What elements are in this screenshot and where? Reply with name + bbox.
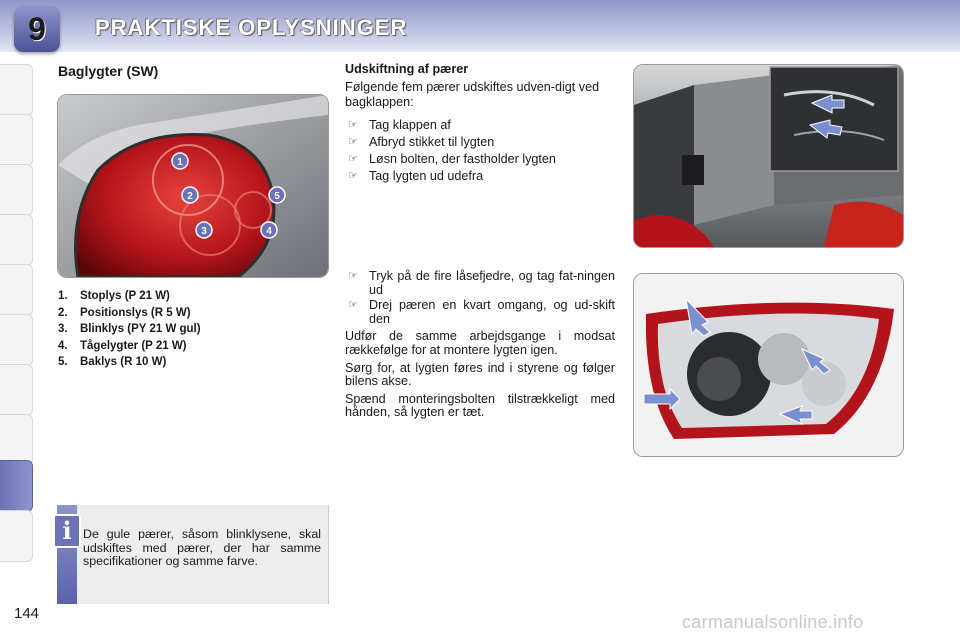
pointing-hand-icon: ☞ (348, 153, 358, 165)
list-item: 3. Blinklys (PY 21 W gul) (58, 323, 201, 336)
chapter-tab-6[interactable] (0, 314, 33, 366)
list-item: 4. Tågelygter (P 21 W) (58, 339, 187, 352)
chapter-tab-7[interactable] (0, 364, 33, 416)
callout-4: 4 (266, 226, 272, 237)
pointing-hand-icon: ☞ (348, 119, 358, 131)
section-title: Baglygter (SW) (58, 63, 159, 79)
step-item: ☞ Tryk på de fire låsefjedre, og tag fat-ningen ud (348, 269, 615, 297)
lamp-list (58, 288, 201, 371)
step-item: ☞ Afbryd stikket til lygten (348, 135, 495, 149)
list-item: 1. Stoplys (P 21 W) (58, 290, 170, 302)
page-number: 144 (14, 605, 40, 622)
replacement-steps (345, 62, 615, 186)
chapter-tab-5[interactable] (0, 264, 33, 316)
callout-3: 3 (201, 226, 207, 237)
paragraph: Spænd monteringsbolten tilstrækkeligt med hånden, så lygten er tæt. (345, 391, 615, 420)
chapter-tab-1[interactable] (0, 64, 33, 116)
pointing-hand-icon: ☞ (348, 136, 358, 148)
lamp-unit-photo (633, 273, 904, 457)
list-item: 2. Positionslys (R 5 W) (58, 306, 191, 319)
paragraph: Udfør de samme arbejdsgange i modsat rækkefølge for at montere lygten igen. (345, 329, 615, 357)
replacement-heading: Udskiftning af pærer (345, 62, 469, 76)
chapter-badge (14, 6, 60, 52)
chapter-tab-4[interactable] (0, 214, 33, 266)
list-item: 5. Baklys (R 10 W) (58, 356, 167, 369)
step-item: ☞ Drej pæren en kvart omgang, og ud-skift den (348, 298, 615, 326)
pointing-hand-icon: ☞ (348, 270, 358, 282)
callout-2: 2 (187, 191, 193, 202)
callout-5: 5 (274, 191, 280, 202)
pointing-hand-icon: ☞ (348, 170, 358, 182)
info-text: De gule pærer, såsom blinklysene, skal udskiftes med pærer, der har samme specifikationer og samme farve. (83, 527, 321, 568)
replacement-steps-continued (345, 270, 615, 424)
chapter-tab-9-active[interactable] (0, 460, 33, 512)
tail-lamp-diagram (57, 94, 329, 278)
chapter-tab-8[interactable] (0, 414, 33, 466)
step-item: ☞ Løsn bolten, der fastholder lygten (348, 152, 556, 166)
chapter-tabs (0, 64, 34, 574)
step-item: ☞ Tag lygten ud udefra (348, 169, 484, 183)
pointing-hand-icon: ☞ (348, 299, 358, 312)
page-title: PRAKTISKE OPLYSNINGER (95, 15, 408, 40)
info-icon: i (53, 514, 81, 548)
step-item: ☞ Tag klappen af (348, 118, 451, 132)
callout-1: 1 (177, 157, 183, 168)
chapter-tab-3[interactable] (0, 164, 33, 216)
replacement-intro: Følgende fem pærer udskiftes udven-digt ved bagklappen: (345, 80, 600, 109)
watermark: carmanualsonline.info (682, 612, 864, 632)
chapter-number: 9 (28, 10, 46, 47)
paragraph: Sørg for, at lygten føres ind i styrene og følger bilens akse. (345, 360, 615, 389)
chapter-tab-10[interactable] (0, 510, 33, 562)
trunk-photo (633, 64, 904, 248)
chapter-tab-2[interactable] (0, 114, 33, 166)
